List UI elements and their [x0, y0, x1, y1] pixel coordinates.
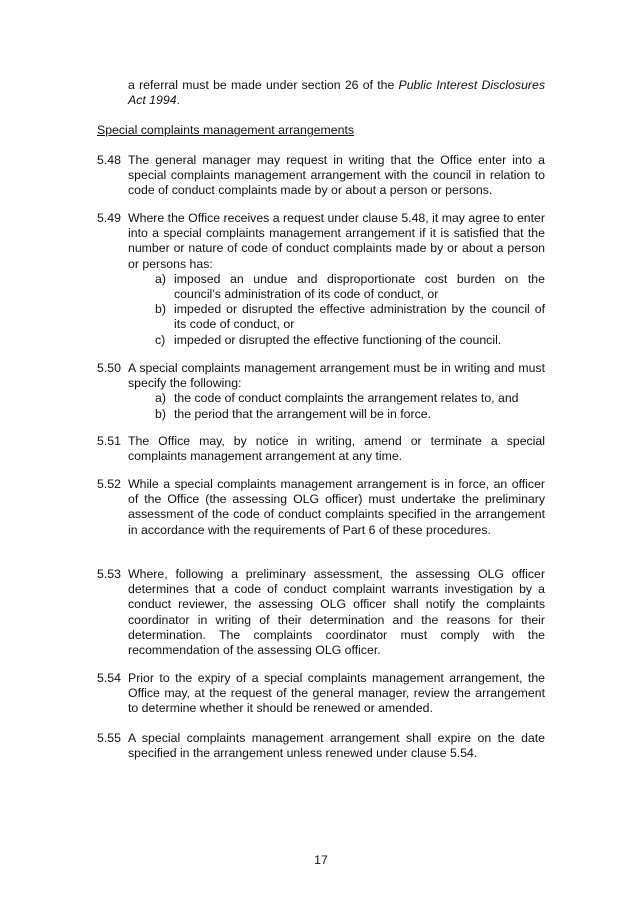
page-number: 17: [314, 853, 328, 867]
clause-number: 5.55: [97, 731, 121, 745]
list-item-text: the code of conduct complaints the arrangement relates to, and: [174, 391, 519, 406]
list-marker: b): [155, 302, 166, 317]
list-item: [155, 407, 545, 422]
clause-number: 5.49: [97, 211, 121, 225]
clause-text: Where the Office receives a request under clause 5.48, it may agree to enter into a special complaints management arrangement if it is satisfied that the number or nature of code of conduct complaints made by or about a person or persons has:: [128, 211, 545, 271]
intro-text-end: .: [176, 93, 180, 108]
clause-5-52: [97, 477, 545, 538]
clause-number: 5.54: [97, 671, 121, 685]
clause-text: A special complaints management arrangement shall expire on the date specified in the arrangement unless renewed under clause 5.54.: [128, 731, 545, 761]
list-marker: c): [155, 332, 166, 347]
clause-number: 5.50: [97, 361, 121, 375]
clause-5-48: [97, 153, 545, 199]
clause-5-49: [97, 211, 545, 348]
list-marker: a): [155, 271, 166, 286]
clause-text: Prior to the expiry of a special complaints management arrangement, the Office may, at the request of the general manager, review the arrangement to determine whether it should be renewed or amended.: [128, 671, 545, 716]
list-item: [155, 302, 545, 332]
clause-number: 5.52: [97, 477, 121, 491]
section-heading: Special complaints management arrangements: [97, 123, 355, 137]
clause-5-54: [97, 671, 545, 717]
clause-5-50: [97, 361, 545, 422]
list-marker: b): [155, 406, 166, 421]
list-item: [155, 391, 545, 406]
clause-5-51: [97, 434, 545, 464]
clause-number: 5.48: [97, 153, 121, 167]
list-item: [155, 333, 545, 348]
clause-text: While a special complaints management arrangement is in force, an officer of the Office (the assessing OLG officer) must undertake the preliminary assessment of the code of conduct complaints specified in the arrangement in accordance with the requirements of Part 6 of these procedures.: [128, 477, 545, 537]
clause-5-53: [97, 567, 545, 658]
act-title: Public Interest Disclosures Act 1994: [128, 78, 546, 108]
intro-paragraph: [128, 78, 545, 108]
clause-text: The general manager may request in writing that the Office enter into a special complaints management arrangement with the council in relation to code of conduct complaints made by or about a person or persons.: [128, 153, 545, 198]
clause-text: The Office may, by notice in writing, amend or terminate a special complaints management arrangement at any time.: [128, 434, 545, 464]
clause-5-55: [97, 731, 545, 761]
list-item-text: the period that the arrangement will be in force.: [174, 406, 432, 421]
list-marker: a): [155, 391, 166, 406]
list-item-text: imposed an undue and disproportionate cost burden on the council’s administration of its code of conduct, or: [174, 271, 545, 302]
clause-text: Where, following a preliminary assessment, the assessing OLG officer determines that a code of conduct complaint warrants investigation by a conduct reviewer, the assessing OLG officer shall notify the complaints coordinator in writing of their determination and the reasons for their determination. The complaints coordinator must comply with the recommendation of the assessing OLG officer.: [128, 567, 545, 658]
list-item-text: impeded or disrupted the effective administration by the council of its code of conduct, or: [174, 302, 545, 332]
list-item: [155, 272, 545, 302]
intro-text: a referral must be made under section 26 of the: [128, 78, 399, 92]
clause-number: 5.53: [97, 567, 121, 581]
clause-number: 5.51: [97, 434, 121, 448]
list-item-text: impeded or disrupted the effective functioning of the council.: [174, 332, 502, 347]
clause-text: A special complaints management arrangement must be in writing and must specify the following:: [128, 361, 545, 391]
